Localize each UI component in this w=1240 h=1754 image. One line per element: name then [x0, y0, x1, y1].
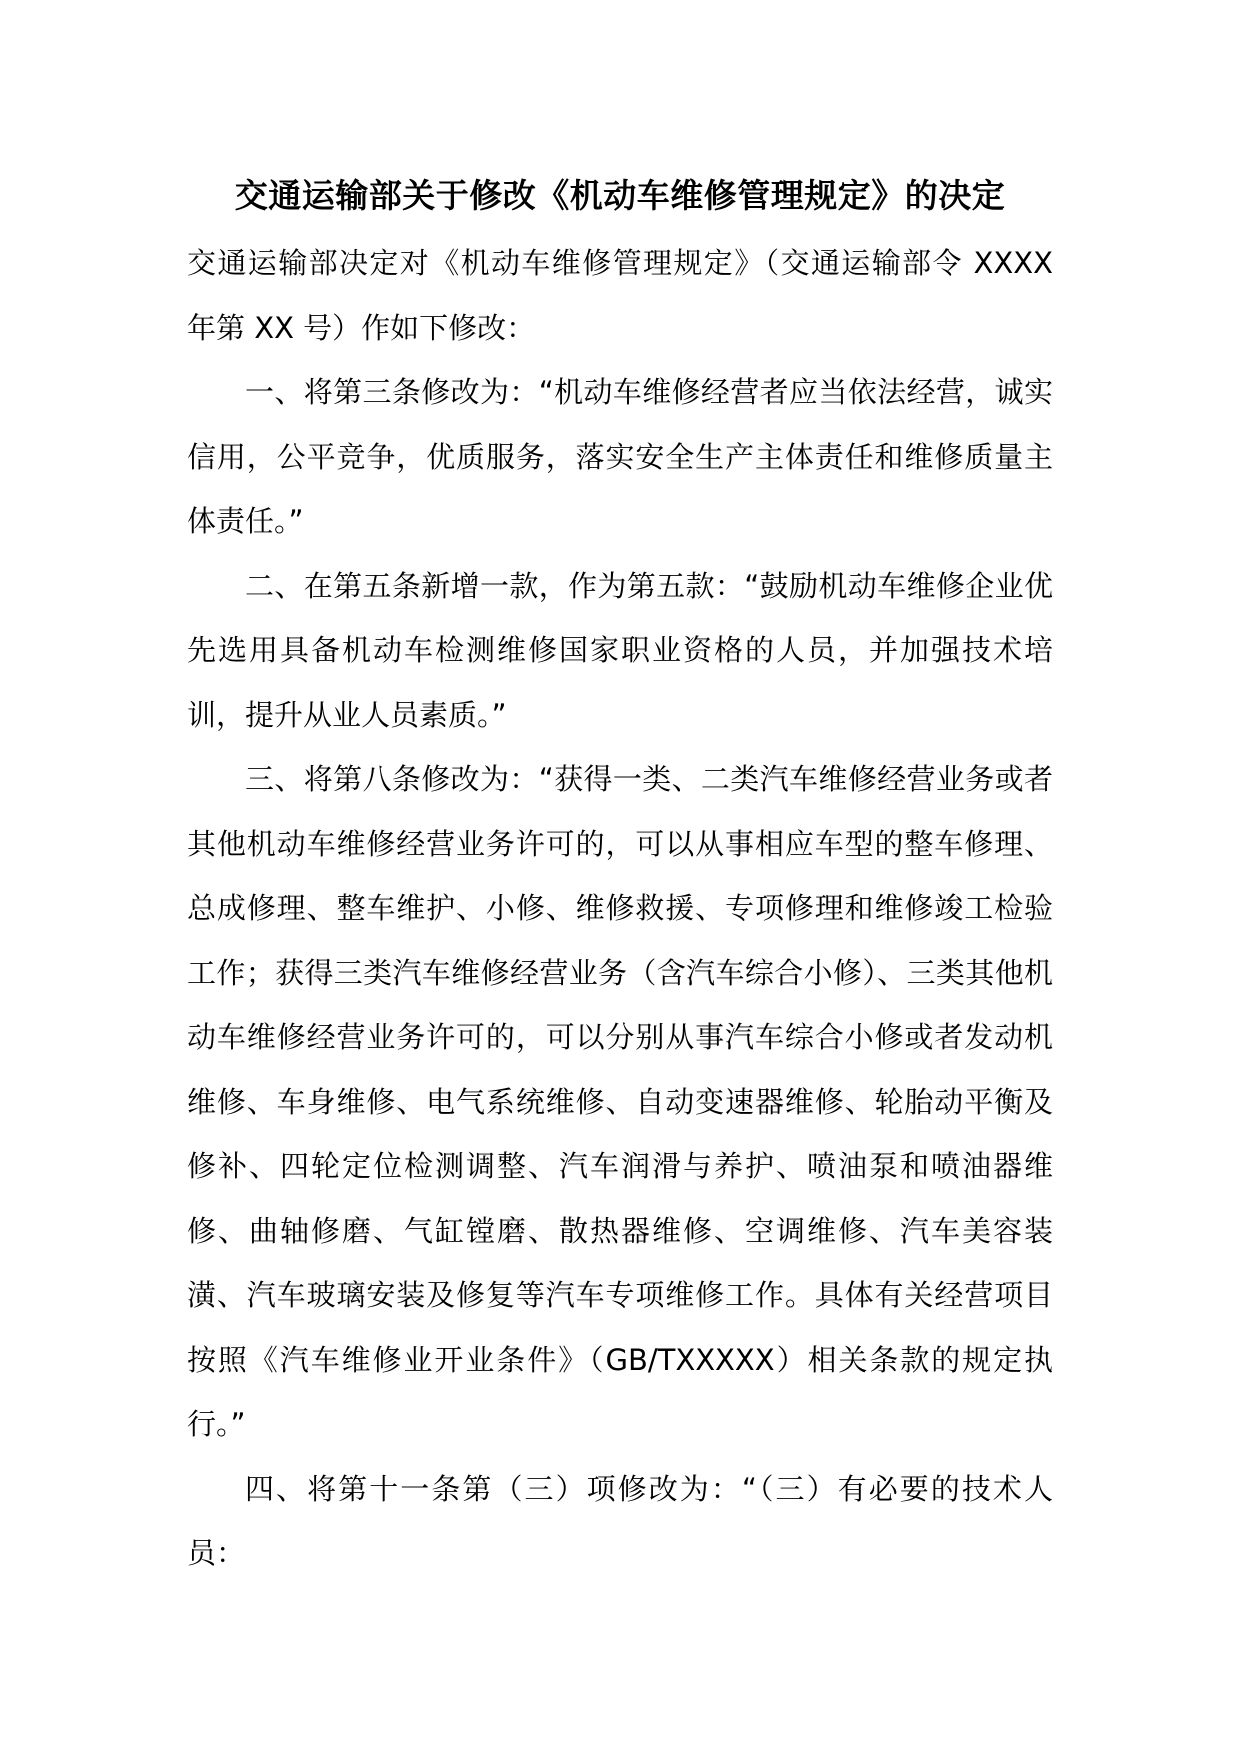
document-body	[187, 231, 1053, 1586]
intro-paragraph: 交通运输部决定对《机动车维修管理规定》（交通运输部令 XXXX 年第 XX 号）作如下修改：	[187, 246, 1053, 345]
paragraph-2: 二、在第五条新增一款，作为第五款：“鼓励机动车维修企业优先选用具备机动车检测维修国家职业资格的人员，并加强技术培训，提升从业人员素质。”	[187, 568, 1053, 732]
paragraph-3: 三、将第八条修改为：“获得一类、二类汽车维修经营业务或者其他机动车维修经营业务许可的，可以从事相应车型的整车修理、总成修理、整车维护、小修、维修救援、专项修理和维修竣工检验工作；获得三类汽车维修经营业务（含汽车综合小修）、三类其他机动车维修经营业务许可的，可以分别从事汽车综合小修或者发动机维修、车身维修、电气系统维修、自动变速器维修、轮胎动平衡及修补、四轮定位检测调整、汽车润滑与养护、喷油泵和喷油器维修、曲轴修磨、气缸镗磨、散热器维修、空调维修、汽车美容装潢、汽车玻璃安装及修复等汽车专项维修工作。具体有关经营项目按照《汽车维修业开业条件》（GB/TXXXXX）相关条款的规定执行。”	[187, 762, 1053, 1441]
document-title: 交通运输部关于修改《机动车维修管理规定》的决定	[234, 176, 1006, 215]
paragraph-1: 一、将第三条修改为：“机动车维修经营者应当依法经营，诚实信用，公平竞争，优质服务，落实安全生产主体责任和维修质量主体责任。”	[187, 375, 1053, 538]
paragraph-4: 四、将第十一条第（三）项修改为：“（三）有必要的技术人员：	[187, 1471, 1053, 1570]
